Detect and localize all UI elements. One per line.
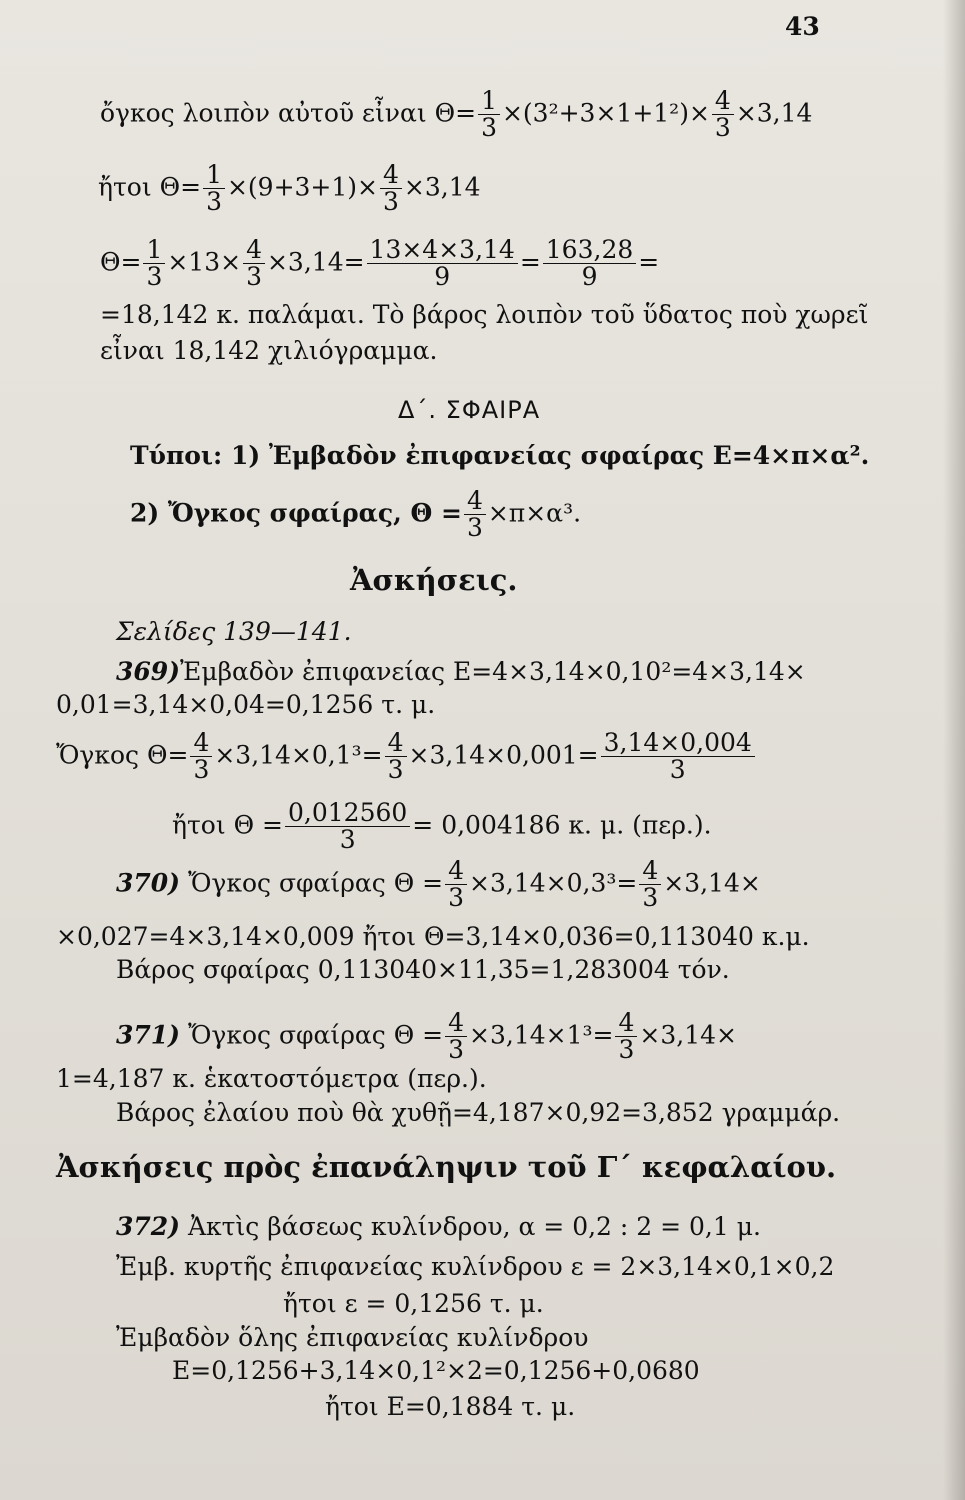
formula-line-3: Θ= $\frac{1}{3}$ ×13× $\frac{4}{3}$ ×3,14= $\frac{13\times 4\times 3,14}{9}$ = $\frac{163,28}{9}$ = [100,235,660,292]
exercise-370-line-1: 370) Ὄγκος σφαίρας Θ = $\frac{4}{3}$ ×3,14×0,3³= $\frac{4}{3}$ ×3,14× [116,856,761,913]
fraction-four-thirds: $\frac{4}{3}$ [445,858,467,912]
fraction-four-thirds: $\frac{4}{3}$ [190,730,212,784]
exercises-heading: Ἀσκήσεις. [350,563,518,597]
exercise-371-line-3: Βάρος ἐλαίου ποὺ θὰ χυθῇ=4,187×0,92=3,852 γραμμάρ. [116,1098,841,1127]
fraction-369-result: $\frac{3,14\times 0,004}{3}$ [601,730,755,784]
formula-surface-area: Τύποι: 1) Ἐμβαδὸν ἐπιφανείας σφαίρας Ε=4×π×α². [130,441,870,470]
fraction-four-thirds: $\frac{4}{3}$ [380,162,402,216]
exercise-370-line-3: Βάρος σφαίρας 0,113040×11,35=1,283004 τόν. [116,955,730,984]
fraction-one-third: $\frac{1}{3}$ [203,162,225,216]
exercise-371-line-2: 1=4,187 κ. ἑκατοστόμετρα (περ.). [56,1064,487,1093]
exercise-number: 369) [116,657,181,686]
exercise-372-line-3: ἤτοι ε = 0,1256 τ. μ. [283,1289,544,1318]
exercise-372-line-6: ἤτοι Ε=0,1884 τ. μ. [325,1392,576,1421]
fraction-product-over-nine: $\frac{13\times 4\times 3,14}{9}$ [367,237,518,291]
fraction-163-over-nine: $\frac{163,28}{9}$ [543,237,636,291]
formula-line-2: ἤτοι Θ= $\frac{1}{3}$ ×(9+3+1)× $\frac{4}{3}$ ×3,14 [98,160,481,217]
exercise-369-line-4: ἤτοι Θ = $\frac{0,012560}{3}$ = 0,004186 κ. μ. (περ.). [172,798,712,855]
page-number: 43 [785,12,820,41]
fraction-four-thirds: $\frac{4}{3}$ [464,488,486,542]
page-edge-shadow [943,0,965,1500]
fraction-one-third: $\frac{1}{3}$ [143,237,165,291]
fraction-one-third: $\frac{1}{3}$ [478,88,500,142]
formula-line-1: ὄγκος λοιπὸν αὐτοῦ εἶναι Θ= $\frac{1}{3}$ ×(3²+3×1+1²)× $\frac{4}{3}$ ×3,14 [100,86,813,143]
exercise-372-line-1: 372) Ἀκτὶς βάσεως κυλίνδρου, α = 0,2 : 2 = 0,1 μ. [116,1212,761,1241]
exercise-number: 371) [116,1020,181,1050]
pages-reference: Σελίδες 139—141. [116,617,352,646]
fraction-four-thirds: $\frac{4}{3}$ [639,858,661,912]
text-line-4: =18,142 κ. παλάμαι. Τὸ βάρος λοιπὸν τοῦ ὕδατος ποὺ χωρεῖ [100,300,869,329]
exercise-number: 370) [116,868,181,898]
exercise-369-line-3: Ὄγκος Θ= $\frac{4}{3}$ ×3,14×0,1³= $\frac{4}{3}$ ×3,14×0,001= $\frac{3,14\times 0,004}{3}$ [56,730,757,784]
formula-volume: 2) Ὄγκος σφαίρας, Θ = $\frac{4}{3}$ ×π×α³. [130,486,582,543]
fraction-four-thirds: $\frac{4}{3}$ [445,1010,467,1064]
fraction-four-thirds: $\frac{4}{3}$ [243,237,265,291]
fraction-four-thirds: $\frac{4}{3}$ [615,1010,637,1064]
exercise-369-line-1: 369)Ἐμβαδὸν ἐπιφανείας Ε=4×3,14×0,10²=4×3,14× [116,657,806,686]
exercise-number: 372) [116,1212,181,1241]
exercise-371-line-1: 371) Ὄγκος σφαίρας Θ = $\frac{4}{3}$ ×3,14×1³= $\frac{4}{3}$ ×3,14× [116,1008,737,1065]
review-heading: Ἀσκήσεις πρὸς ἐπανάληψιν τοῦ Γ΄ κεφαλαίου. [56,1150,837,1184]
fraction-four-thirds: $\frac{4}{3}$ [712,88,734,142]
fraction-369-final: $\frac{0,012560}{3}$ [285,800,410,854]
exercise-372-line-5: Ε=0,1256+3,14×0,1²×2=0,1256+0,0680 [172,1356,700,1385]
exercise-369-line-2: 0,01=3,14×0,04=0,1256 τ. μ. [56,690,436,719]
exercise-372-line-2: Ἐμβ. κυρτῆς ἐπιφανείας κυλίνδρου ε = 2×3,14×0,1×0,2 [116,1252,835,1281]
fraction-four-thirds: $\frac{4}{3}$ [385,730,407,784]
text-line-5: εἶναι 18,142 χιλιόγραμμα. [100,336,438,365]
exercise-370-line-2: ×0,027=4×3,14×0,009 ἤτοι Θ=3,14×0,036=0,113040 κ.μ. [56,922,810,951]
exercise-372-line-4: Ἐμβαδὸν ὅλης ἐπιφανείας κυλίνδρου [116,1323,589,1352]
section-heading-sphere: Δ΄. ΣΦΑΙΡΑ [398,396,541,424]
